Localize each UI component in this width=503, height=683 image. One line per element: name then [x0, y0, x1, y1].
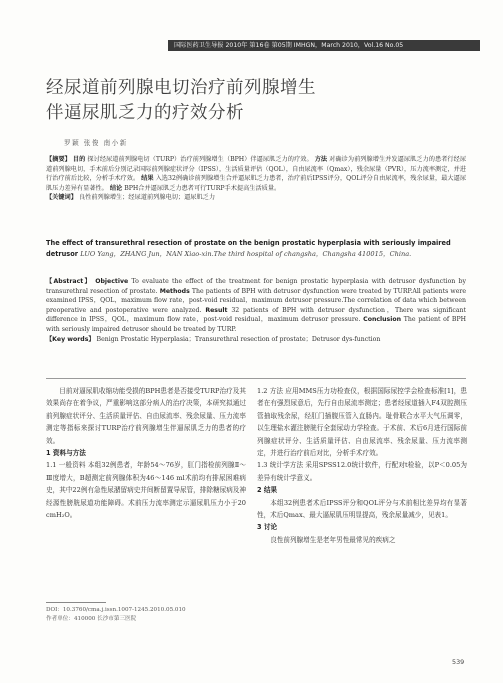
abstract-en [46, 277, 466, 344]
section-3-text: 良性前列腺增生是老年男性最常见的疾病之 [270, 535, 396, 544]
en-keywords-text: Benign Prostatic Hyperplasia；Transurethral resection of prostate；Detrusor dys-function [96, 335, 381, 343]
section-3-heading: 3 讨论 [257, 523, 278, 532]
en-methods-text: The patients of BPH with detrusor dysfunction were treated by TURP.All patients were examined IPSS，QOL，maximum flow rate，post-void residual，maximum detrusor pressure.The correlation of data which between preoperative and postoperative were analyzed. [46, 287, 467, 314]
body-column-left [46, 385, 246, 521]
abstract-cn [46, 155, 466, 203]
english-affiliation: LUO Yang，ZHANG Jun，NAN Xiao-xin.The third hospital of changsha，Changsha 410015，China. [80, 249, 412, 258]
en-objective-text: To evaluate the effect of the treatment for benign prostatic hyperplasia with detrusor dysfunction by transurethral resection of prostate. [46, 278, 466, 295]
en-result-text: 32 patients of BPH with detrusor dysfunction，There was significant difference in IPSS，QOL，maximum flow rate，post-void residual，maximum detrusor pressure. [46, 306, 467, 324]
page-number: 539 [452, 658, 465, 666]
en-abstract-label: 【Abstract】 [46, 278, 92, 285]
article-title-line2: 伴逼尿肌乏力的疗效分析 [46, 103, 244, 123]
intro-paragraph: 目前对逼尿肌收缩功能受损的BPH患者是否接受TURP治疗及其效果尚存在着争议，严重影响这部分病人的治疗决策，本研究拟通过前列腺症状评分、生活质量评估、自由尿流率、残余尿量、压力流率测定等指标来探讨TURP治疗前列腺增生伴逼尿肌乏力的患者的疗效。 [46, 387, 246, 445]
en-conclusion-text: The patient of BPH with seriously impaired detrusor should be treated by TURP. [46, 316, 467, 333]
method-label: 方法 [314, 156, 328, 163]
authors: 罗颖 张俊 南小新 [64, 139, 128, 147]
conclusion-text: BPH合并逼尿肌乏力患者可行TURP手术提高生活质量。 [124, 184, 281, 192]
en-result-label: Result [205, 306, 228, 314]
objective-label: 目的 [72, 156, 86, 163]
section-2-heading: 2 结果 [257, 486, 278, 495]
section-1-1: 1.1 一般资料 本组32例患者，年龄54～76岁，肛门指检前列腺Ⅱ～Ⅲ度增大，B超测定前列腺体积为46～146 ml术前均有排尿困难病史，其中22例有急性尿潴留病史并间断留置导尿管，排除糖尿病及神经源性膀胱尿道功能障碍。术前压力流率测定示逼尿肌压力小于20 cmH₂O。 [46, 461, 246, 520]
en-keywords-label: 【Key words】 [46, 335, 95, 343]
running-head: 国际医药卫生导报 2010年 第16卷 第05期 IMHGN，March 2010，Vol.16 No.05 [168, 40, 480, 51]
result-text: 入选32例确诊前列腺增生合并逼尿肌乏力患者，治疗前后IPSS评分，QOL评分自由尿流率，残余尿量，最大逼尿肌压力差异有显著性。 [46, 175, 467, 192]
body-column-right [257, 385, 467, 546]
english-title-block [46, 238, 466, 259]
method-text: 对确诊为前列腺增生并发逼尿肌乏力的患者行经尿道前列腺电切，手术前后分别记录国际前列腺症状评分（IPSS），生活质量评估（QOL），自由尿流率（Qmax），残余尿量（PVR），压力流率测定，并进行治疗前后比较，分析手术疗效。 [46, 156, 467, 183]
conclusion-label: 结论 [109, 184, 123, 192]
section-1-2: 1.2 方法 应用MMS压力功检查仪，根据国际尿控学会检查标准[1]，患者在有强烈尿意后，先行自由尿流率测定；患者经尿道插入F4双腔测压管抽取残余尿，经肛门插腹压管入直肠内。耻骨联合水平大气压调零，以生理盐水灌注膀胱行全套尿动力学检查。于术前、术后6月进行国际前列腺症状评分、生活质量评估、自由尿流率、残余尿量、压力流率测定，并进行治疗前后对比，分析手术疗效。 [257, 387, 467, 458]
section-1-3: 1.3 统计学方法 采用SPSS12.0统计软件，行配对t检验，以P＜0.05为差异有统计学意义。 [257, 461, 467, 482]
english-title: The effect of transurethral resection of prostate on the benign prostatic hyperplasia with seriously impaired detrusor [46, 239, 451, 258]
keywords-label: 【关键词】 [46, 194, 77, 202]
abstract-label: 【摘要】 [46, 156, 71, 163]
doi: DOI：10.3760/cma.j.issn.1007-1245.2010.05.010 [46, 607, 186, 613]
footnote-rule [46, 602, 106, 603]
section-divider [46, 378, 466, 379]
en-objective-label: Objective [95, 278, 129, 285]
keywords-text: 良性前列腺增生；经尿道前列腺电切；逼尿肌乏力 [78, 194, 216, 202]
en-conclusion-label: Conclusion [363, 316, 402, 324]
section-2-text: 本组32例患者术后IPSS评分和QOL评分与术前相比差异均有显著性，术后Qmax、最大逼尿肌压明显提高，残余尿量减少，见表1。 [257, 498, 467, 520]
en-methods-label: Methods [159, 287, 190, 295]
result-label: 结果 [141, 175, 154, 183]
objective-text: 探讨经尿道前列腺电切（TURP）治疗前列腺增生（BPH）伴逼尿肌乏力的疗效。 [87, 156, 313, 163]
footnote [46, 606, 246, 624]
author-unit: 作者单位：410000 长沙市第三医院 [46, 616, 137, 622]
section-1-heading: 1 资料与方法 [46, 449, 86, 458]
article-title-line1: 经尿道前列腺电切治疗前列腺增生 [46, 78, 316, 98]
